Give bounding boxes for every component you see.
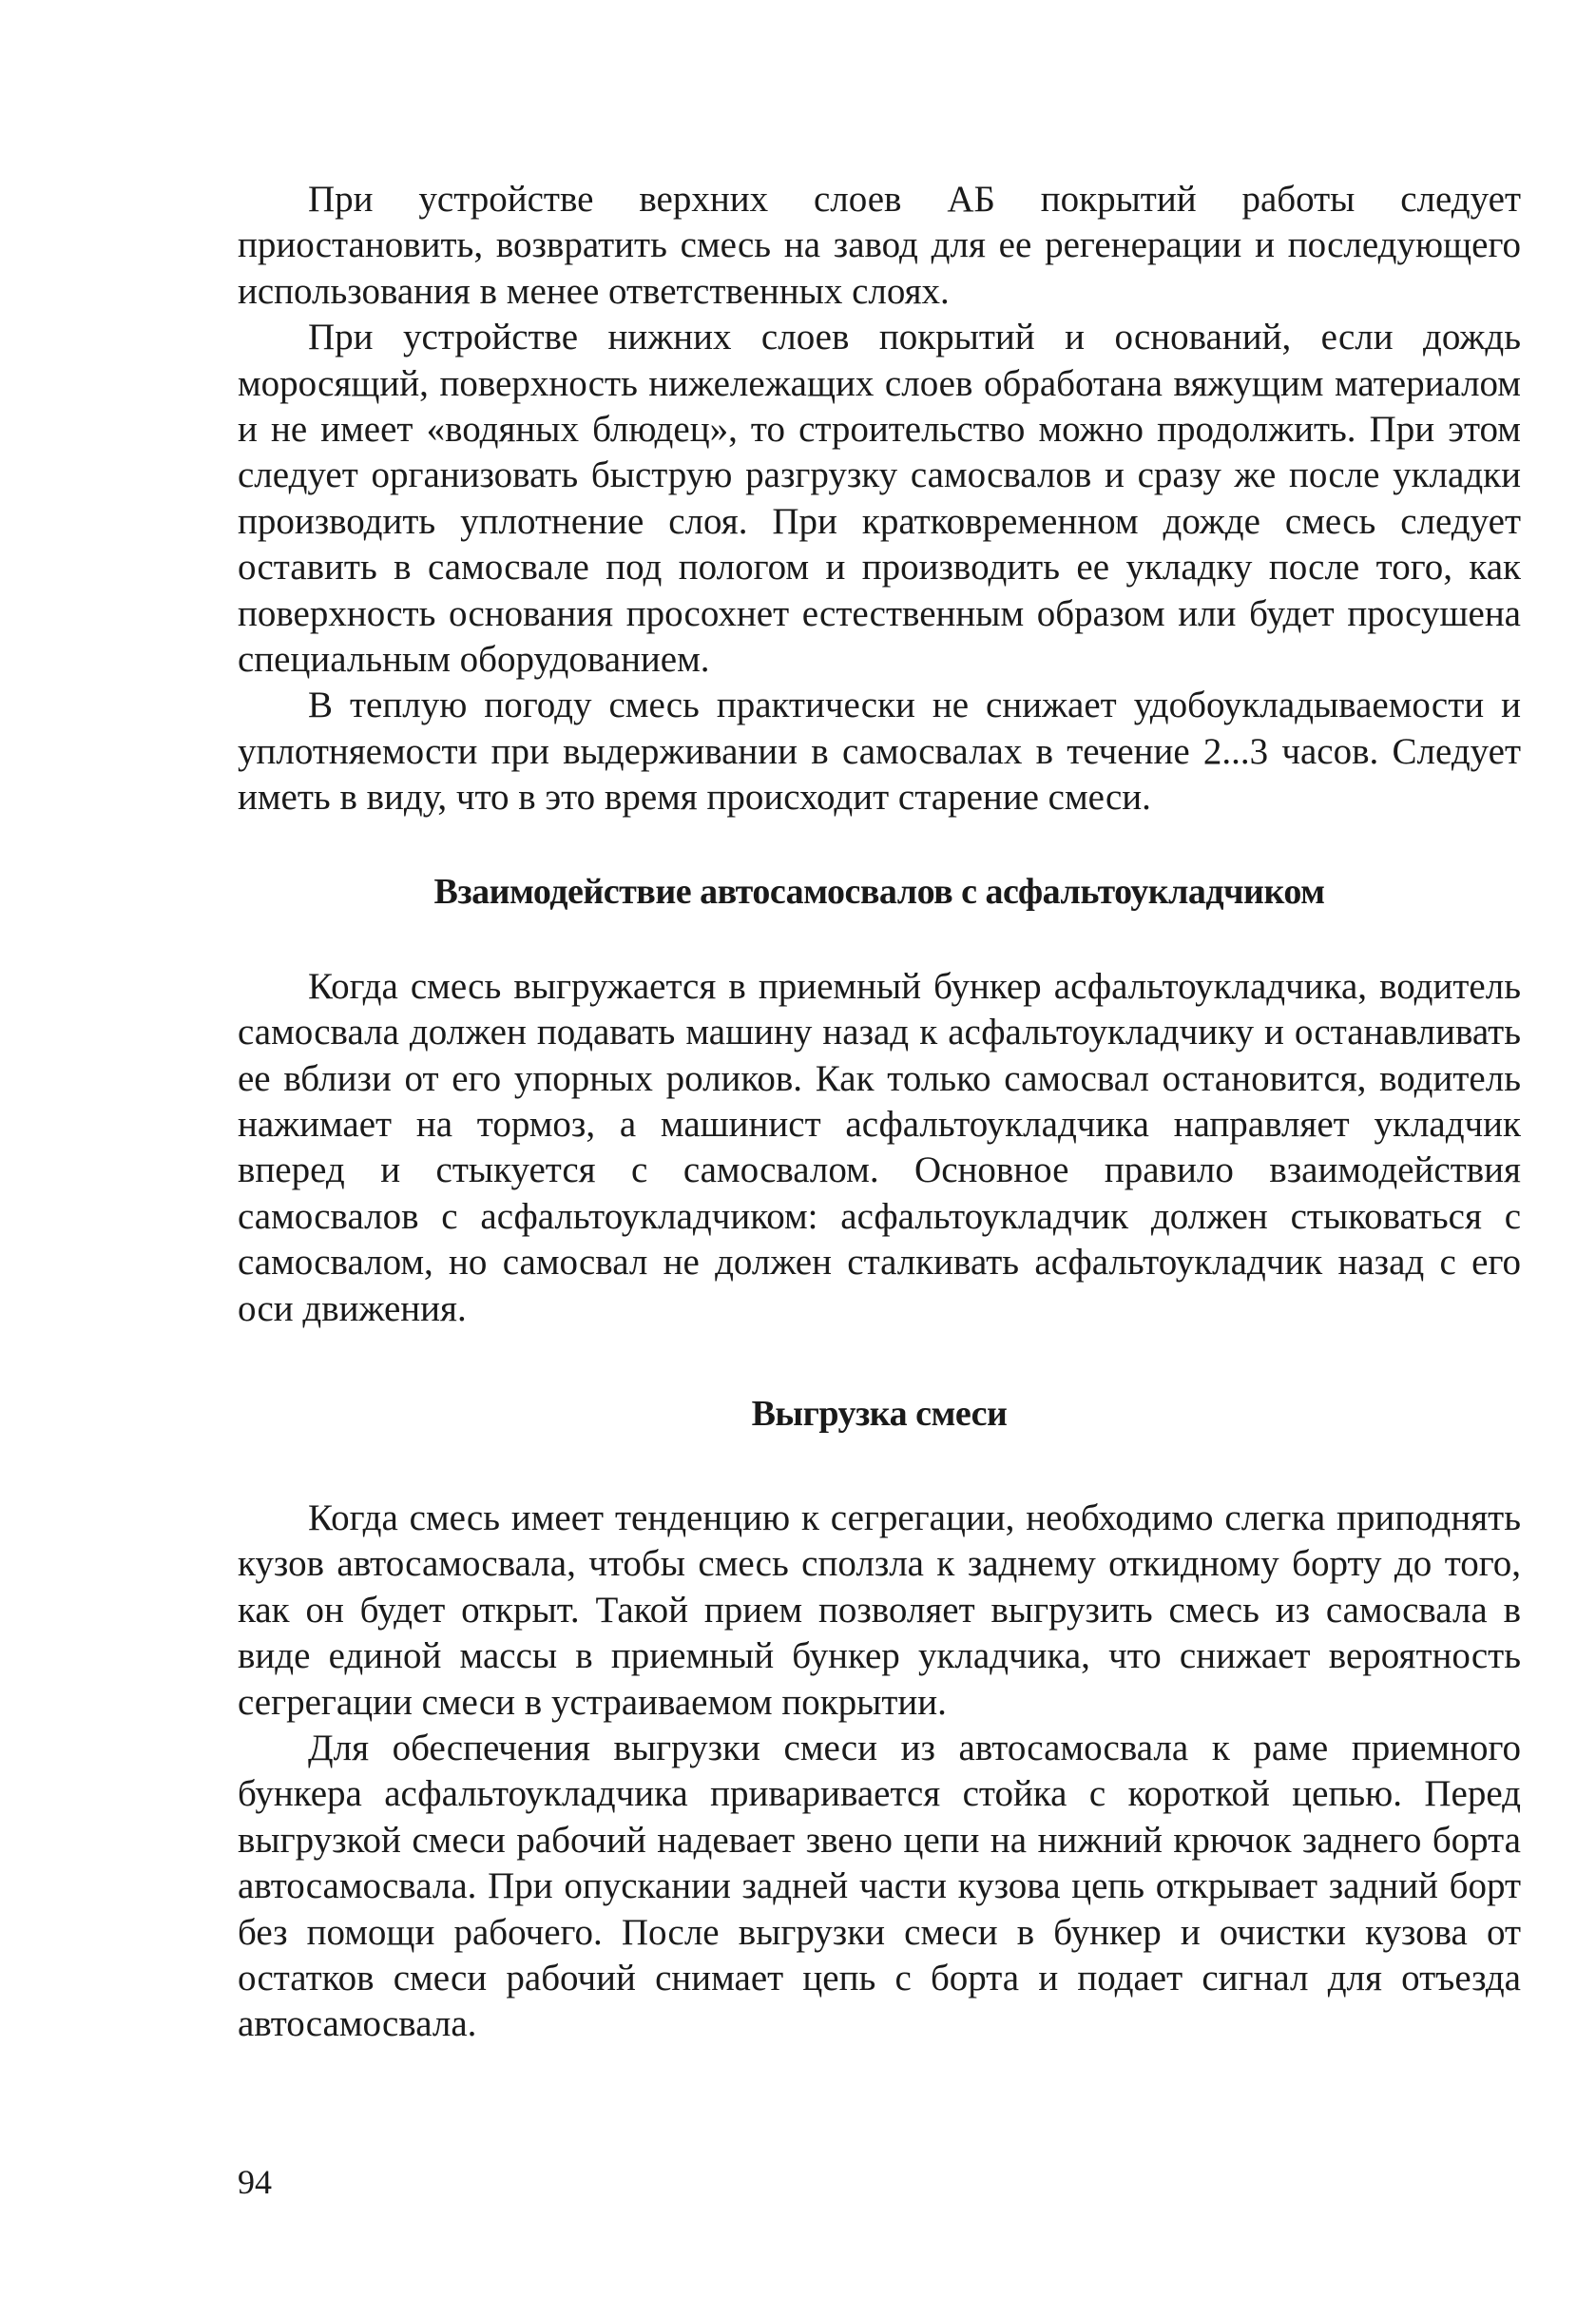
paragraph-intro-3: В теплую погоду смесь практически не снижает удобоукладываемости и уплотняемости при выдерживании в самосвалах в течение 2...3 часов. Следует иметь в виду, что в это время происходит старение смеси. bbox=[238, 685, 1521, 819]
page-number: 94 bbox=[238, 2163, 272, 2201]
paragraph-interaction-1: Когда смесь выгружается в приемный бункер асфальтоукладчика, водитель самосвала должен подавать машину назад к асфальтоукладчику и останавливать ее вблизи от его упорных роликов. Как только самосвал остановится, водитель нажимает на тормоз, а машинист асфальтоукладчика направляет укладчик вперед и стыкуется с самосвалом. Основное правило взаимодействия самосвалов с асфальтоукладчиком: асфальтоукладчик должен стыковаться с самосвалом, но самосвал не должен сталкивать асфальтоукладчик назад с его оси движения. bbox=[238, 965, 1521, 1329]
paragraph-intro-2: При устройстве нижних слоев покрытий и оснований, если дождь моросящий, поверхность нижележащих слоев обработана вяжущим материалом и не имеет «водяных блюдец», то строительство можно продолжить. При этом следует организовать быструю разгрузку самосвалов и сразу же после укладки производить уплотнение слоя. При кратковременном дожде смесь следует оставить в самосвале под пологом и производить ее укладку после того, как поверхность основания просохнет естественным образом или будет просушена специальным оборудованием. bbox=[238, 317, 1521, 681]
paragraph-unloading-2: Для обеспечения выгрузки смеси из автосамосвала к раме приемного бункера асфальтоукладчика приваривается стойка с короткой цепью. Перед выгрузкой смеси рабочий надевает звено цепи на нижний крючок заднего борта автосамосвала. При опускании задней части кузова цепь открывает задний борт без помощи рабочего. После выгрузки смеси в бункер и очистки кузова от остатков смеси рабочий снимает цепь с борта и подает сигнал для отъезда автосамосвала. bbox=[238, 1727, 1521, 2045]
paragraph-intro-1: При устройстве верхних слоев АБ покрытий работы следует приостановить, возвратить смесь на завод для ее регенерации и последующего использования в менее ответственных слоях. bbox=[238, 179, 1521, 312]
section-heading-unloading: Выгрузка смеси bbox=[751, 1393, 1008, 1434]
section-heading-interaction: Взаимодействие автосамосвалов с асфальтоукладчиком bbox=[433, 871, 1325, 912]
page-body bbox=[238, 177, 1521, 2048]
paragraph-unloading-1: Когда смесь имеет тенденцию к сегрегации, необходимо слегка приподнять кузов автосамосвала, чтобы смесь сползла к заднему откидному борту до того, как он будет открыт. Такой прием позволяет выгрузить смесь из самосвала в виде единой массы в приемный бункер укладчика, что снижает вероятность сегрегации смеси в устраиваемом покрытии. bbox=[238, 1497, 1521, 1723]
